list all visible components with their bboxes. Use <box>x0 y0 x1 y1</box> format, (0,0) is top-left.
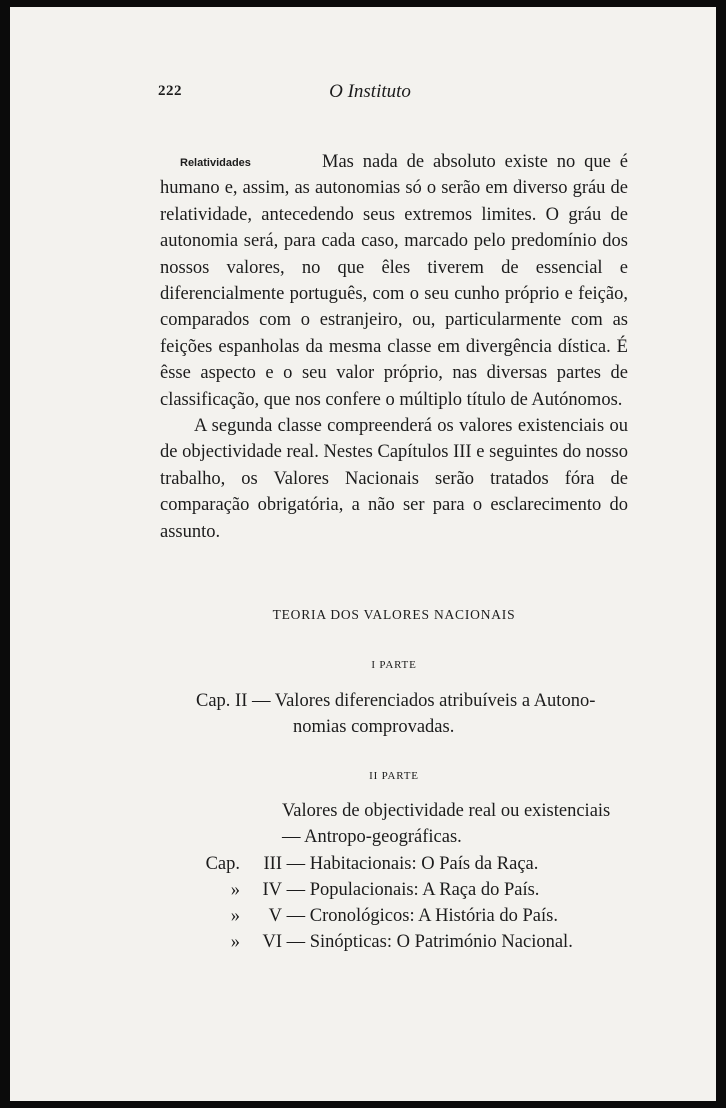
part-1-heading: I PARTE <box>371 659 417 671</box>
chapter-row <box>186 903 573 929</box>
section-title: TEORIA DOS VALORES NACIONAIS <box>272 607 516 622</box>
paragraph-2: A segunda classe compreenderá os valores existenciais ou de objectividade real. Nestes Capítulos III e seguintes do nosso trabalho, os Valores Nacionais serão tratados fóra de comparação obrigatória, a não ser para o esclarecimento do assunto. <box>160 416 628 542</box>
part-2-intro-line-2: — Antropo-geográficas. <box>282 827 462 847</box>
chapter-prefix: » <box>230 906 240 926</box>
part-2-heading: II PARTE <box>369 770 419 782</box>
chapter-roman: V <box>268 906 282 926</box>
body-text <box>160 149 628 545</box>
chapter-title: — Habitacionais: O País da Raça. <box>286 854 539 874</box>
chapter-2-entry <box>196 688 636 740</box>
chapter-list <box>186 851 573 955</box>
chapter-roman: III <box>263 854 282 874</box>
chapter-prefix: » <box>230 880 240 900</box>
book-page <box>10 7 716 1101</box>
chapter-2-line-2: nomias comprovadas. <box>293 717 455 737</box>
part-2-intro <box>282 798 642 850</box>
chapter-roman: IV <box>262 880 282 900</box>
chapter-2-line-1: Cap. II — Valores diferenciados atribuíveis a Autono- <box>196 691 596 711</box>
running-title: O Instituto <box>329 81 411 102</box>
chapter-title: — Cronológicos: A História do País. <box>286 906 558 926</box>
chapter-row <box>186 877 573 903</box>
chapter-row <box>186 929 573 955</box>
chapter-prefix: Cap. <box>205 854 240 874</box>
part-2-intro-line-1: Valores de objectividade real ou existenciais <box>282 801 611 821</box>
chapter-row <box>186 851 573 877</box>
chapter-prefix: » <box>230 932 240 952</box>
chapter-roman: VI <box>262 932 282 952</box>
paragraph-1: Mas nada de absoluto existe no que é humano e, assim, as autonomias só o serão em diverso gráu de relatividade, antecedendo seus extremos limites. O gráu de autonomia será, para cada caso, marcado pelo predomínio dos nossos valores, no que êles tiverem de essencial e diferencialmente português, com o seu cunho próprio e feição, comparados com o estranjeiro, ou, particularmente com as feições espanholas da mesma classe em divergência dística. É êsse aspecto e o seu valor próprio, nas diversas partes de classificação, que nos confere o múltiplo título de Autónomos. <box>160 152 628 410</box>
page-number: 222 <box>158 83 182 99</box>
chapter-title: — Sinópticas: O Património Nacional. <box>286 932 573 952</box>
margin-note: Relatividades <box>180 157 251 169</box>
chapter-title: — Populacionais: A Raça do País. <box>286 880 540 900</box>
